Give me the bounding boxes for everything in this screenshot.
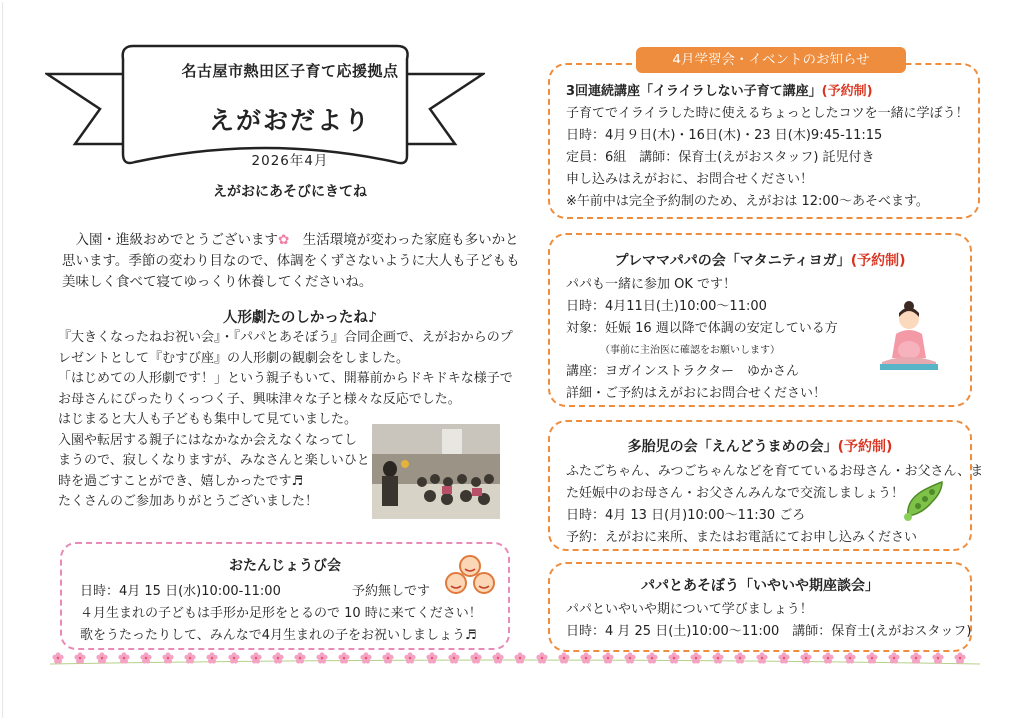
- flower-border: [50, 650, 980, 670]
- flower-decoration: [272, 652, 283, 663]
- flower-decoration: [492, 652, 503, 663]
- puppet-line: レゼントとして『むすび座』の人形劇の観劇会をしました。: [58, 350, 410, 366]
- flower-decoration: [756, 652, 767, 663]
- event-line: 講座：ヨガインストラクター ゆかさん: [566, 364, 799, 379]
- flower-decoration: [646, 652, 657, 663]
- flower-decoration: [316, 652, 327, 663]
- event-line: 申し込みはえがおに、お問合せください！: [566, 172, 814, 187]
- organization-name: 名古屋市熱田区子育て応援拠点: [181, 62, 399, 80]
- flower-decoration: [668, 652, 679, 663]
- flower-decoration: [932, 652, 943, 663]
- event-line: 子育てでイライラした時に使えるちょっとしたコツを一緒に学ぼう！: [566, 106, 969, 121]
- puppet-line: 入園や転居する親子にはなかなか会えなくなってし: [58, 432, 358, 448]
- intro-text-1: 入園・進級おめでとうございます: [75, 232, 278, 248]
- event-title: 3回連続講座「イライラしない子育て講座」(予約制): [566, 84, 873, 99]
- puppet-line: まうので、寂しくなりますが、みなさんと楽しいひと: [58, 453, 370, 468]
- event-line: パパといやいや期について学びましょう！: [566, 602, 813, 617]
- event-title: パパとあそぼう「いやいや期座談会」: [641, 578, 879, 594]
- puppet-line: 「はじめての人形劇です！」という親子もいて、開幕前からドキドキな様子で: [58, 371, 513, 386]
- flower-decoration: [778, 652, 789, 663]
- birthday-date: 日時：4月 15 日(水)10:00-11:00: [80, 584, 281, 599]
- puppet-line: お母さんにぴったりくっつく子、興味津々な子と様々な反応でした。: [58, 391, 461, 407]
- event-line: 予約：えがおに来所、またはお電話にてお申し込みください: [566, 530, 918, 545]
- flower-decoration: [382, 652, 393, 663]
- flower-decoration: [514, 652, 525, 663]
- flower-decoration: [624, 652, 635, 663]
- birthday-line: ４月生まれの子どもは手形か足形をとるので 10 時に来てください！: [80, 606, 482, 621]
- event-line: 詳細・ご予約はえがおにお問合せください！: [566, 386, 827, 401]
- birthday-no-reservation: 予約無しです: [352, 584, 431, 599]
- flower-decoration: [294, 652, 305, 663]
- flower-decoration: [712, 652, 723, 663]
- event-note: （事前に主治医に確認をお願いします）: [600, 345, 780, 356]
- puppet-line: はじまると大人も子どもも集中して見ていました。: [58, 412, 358, 427]
- event-line: パパも一緒に参加 OK です！: [566, 277, 737, 292]
- event-line: 日時：4 月 25 日(土)10:00～11:00 講師：保育士(えがおスタッフ): [566, 624, 972, 639]
- puppet-line: 時を過ごすことができ、嬉しかったです♬: [58, 473, 304, 489]
- puppet-section-title: 人形劇たのしかったね♪: [222, 310, 378, 326]
- reservation-badge: (予約制): [850, 253, 906, 269]
- event-line: 日時：4月９日(木)・16日(木)・23 日(木)9:45-11:15: [566, 128, 883, 143]
- flower-decoration: [910, 652, 921, 663]
- flower-decoration: [558, 652, 569, 663]
- event-line: 対象：妊娠 16 週以降で体調の安定している方: [566, 321, 838, 336]
- flower-decoration: [426, 652, 437, 663]
- flower-decoration: [690, 652, 701, 663]
- flower-decoration: [140, 652, 151, 663]
- events-section-label: 4月学習会・イベントのお知らせ: [636, 47, 906, 73]
- puppet-show-photo: [372, 424, 500, 519]
- flower-decoration: [52, 652, 63, 663]
- issue-date: 2026年4月: [251, 153, 329, 169]
- intro-text-2: 生活環境が変わった家庭も多いかと思います。季節の変わり目なので、体調をくずさないように大人も子どもも美味しく食べて寝てゆっくり休養してくださいね。: [62, 232, 520, 290]
- puppet-line: 『大きくなったねお祝い会』・『パパとあそぼう』合同企画で、えがおからのプ: [58, 330, 513, 345]
- birthday-title: おたんじょうび会: [229, 558, 341, 574]
- flower-decoration: [404, 652, 415, 663]
- flower-icon: ✿: [278, 232, 290, 248]
- reservation-badge: (予約制): [821, 84, 873, 99]
- event-line: 日時：4月 13 日(月)10:00～11:30 ごろ: [566, 508, 806, 523]
- birthday-line: 歌をうたったりして、みんなで4月生まれの子をお祝いしましょう♬: [80, 628, 477, 643]
- newsletter-title: えがおだより: [208, 106, 371, 135]
- flower-decoration: [954, 652, 965, 663]
- event-title: 多胎児の会「えんどうまめの会」(予約制): [627, 439, 893, 455]
- intro-paragraph: [62, 230, 524, 293]
- flower-decoration: [536, 652, 547, 663]
- flower-decoration: [118, 652, 129, 663]
- flower-decoration: [734, 652, 745, 663]
- children-faces-icon: [445, 554, 495, 596]
- puppet-line: たくさんのご参加ありがとうございました！: [58, 494, 319, 509]
- flower-decoration: [580, 652, 591, 663]
- flower-decoration: [250, 652, 261, 663]
- flower-decoration: [74, 652, 85, 663]
- tagline: えがおにあそびにきてね: [213, 184, 367, 200]
- flower-decoration: [602, 652, 613, 663]
- yoga-woman-icon: [878, 300, 940, 372]
- flower-decoration: [96, 652, 107, 663]
- event-line: ※午前中は完全予約制のため、えがおは 12:00～あそべます。: [566, 194, 929, 209]
- event-line: ふたごちゃん、みつごちゃんなどを育てているお母さん・お父さん、ま: [566, 464, 984, 479]
- reservation-badge: (予約制): [837, 439, 893, 455]
- flower-decoration: [360, 652, 371, 663]
- flower-decoration: [338, 652, 349, 663]
- event-line: 定員：6組 講師：保育士(えがおスタッフ) 託児付き: [566, 150, 875, 165]
- event-line: 日時：4月11日(土)10:00～11:00: [566, 299, 767, 314]
- flower-decoration: [470, 652, 481, 663]
- flower-decoration: [448, 652, 459, 663]
- flower-decoration: [888, 652, 899, 663]
- peapod-icon: [902, 480, 948, 522]
- event-line: た妊娠中のお母さん・お父さんみんなで交流しましょう！: [566, 486, 905, 501]
- event-title: プレママパパの会「マタニティヨガ」(予約制): [614, 253, 906, 269]
